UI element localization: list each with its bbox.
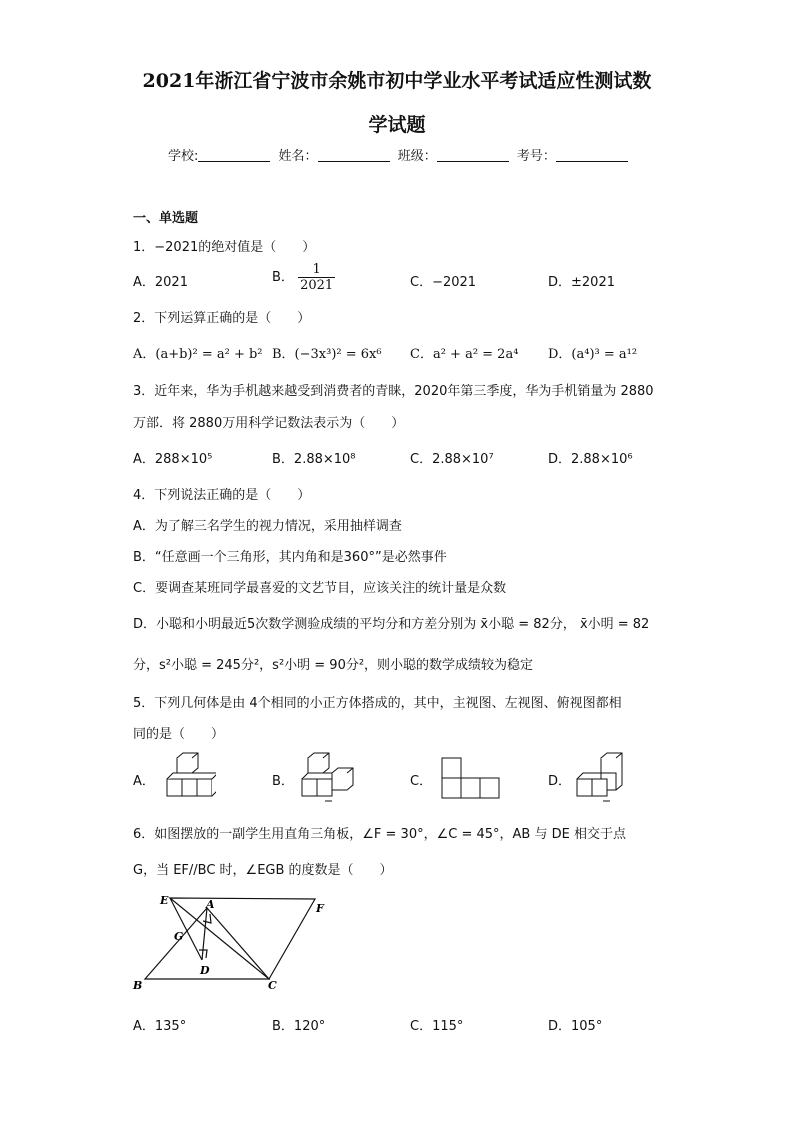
q6-option-c[interactable]: C．115° bbox=[410, 1019, 464, 1034]
q6-option-b[interactable]: B．120° bbox=[272, 1019, 326, 1034]
q2-option-c[interactable]: C．a² + a² = 2a⁴ bbox=[410, 347, 519, 362]
class-label: 班级： bbox=[397, 149, 437, 164]
q3-option-d[interactable]: D．2.88×10⁶ bbox=[548, 452, 633, 467]
triangle-def bbox=[170, 898, 315, 979]
q3-option-c[interactable]: C．2.88×10⁷ bbox=[410, 452, 494, 467]
q5-option-c[interactable]: C． bbox=[410, 774, 433, 789]
q1-option-b-label: B． bbox=[272, 270, 294, 285]
q6-option-a[interactable]: A．135° bbox=[133, 1019, 187, 1034]
q4-option-d-line-1[interactable]: D．小聪和小明最近5次数学测验成绩的平均分和方差分别为 x̄小聪 = 82分， x̄小明 = 82 bbox=[133, 617, 650, 632]
exam-no-blank[interactable] bbox=[556, 148, 628, 162]
title-line-1: 2021年浙江省宁波市余姚市初中学业水平考试适应性测试数 bbox=[142, 70, 652, 92]
q4-stem: 4．下列说法正确的是（ ） bbox=[133, 488, 311, 503]
q5-option-b[interactable]: B． bbox=[272, 774, 294, 789]
q1-fraction-numerator: 1 bbox=[298, 262, 335, 278]
exam-title bbox=[100, 59, 694, 147]
segment-ed bbox=[170, 898, 202, 960]
q5-option-a[interactable]: A． bbox=[133, 774, 155, 789]
q6-stem-line-2: G，当 EF//BC 时，∠EGB 的度数是（ ） bbox=[133, 863, 393, 878]
q5-cubes-b-figure bbox=[300, 752, 354, 804]
q1-fraction-denominator: 2021 bbox=[300, 278, 334, 293]
label-d: D bbox=[200, 964, 210, 977]
q3-stem-line-2: 万部．将 2880万用科学记数法表示为（ ） bbox=[133, 416, 405, 431]
q5-stem-line-2: 同的是（ ） bbox=[133, 727, 225, 742]
q3-option-b[interactable]: B．2.88×10⁸ bbox=[272, 452, 356, 467]
q2-option-d[interactable]: D．(a⁴)³ = a¹² bbox=[548, 347, 638, 362]
q4-option-d-line-2: 分，s²小聪 = 245分²，s²小明 = 90分²，则小聪的数学成绩较为稳定 bbox=[133, 658, 534, 673]
class-blank[interactable] bbox=[437, 148, 509, 162]
label-b: B bbox=[133, 979, 143, 992]
title-line-2: 学试题 bbox=[368, 114, 426, 136]
school-blank[interactable] bbox=[198, 148, 270, 162]
student-info-row bbox=[168, 145, 632, 164]
section-heading: 一、单选题 bbox=[133, 211, 199, 226]
q3-option-a[interactable]: A．288×10⁵ bbox=[133, 452, 213, 467]
label-f: F bbox=[316, 902, 324, 915]
label-c: C bbox=[268, 979, 277, 992]
label-e: E bbox=[160, 894, 169, 907]
q2-option-a[interactable]: A．(a+b)² = a² + b² bbox=[133, 347, 263, 362]
q1-option-d[interactable]: D．±2021 bbox=[548, 275, 615, 290]
exam-no-label: 考号： bbox=[516, 149, 556, 164]
q5-cubes-c-figure bbox=[440, 756, 502, 802]
name-label: 姓名： bbox=[278, 149, 318, 164]
q5-cubes-a-figure bbox=[164, 752, 216, 802]
q1-option-a[interactable]: A．2021 bbox=[133, 275, 188, 290]
label-a: A bbox=[206, 898, 215, 911]
label-g: G bbox=[174, 930, 184, 943]
q5-option-d[interactable]: D． bbox=[548, 774, 572, 789]
q1-option-b[interactable] bbox=[272, 262, 335, 293]
q3-stem-line-1: 3．近年来，华为手机越来越受到消费者的青睐，2020年第三季度，华为手机销量为 2880 bbox=[133, 384, 654, 399]
q1-option-c[interactable]: C．−2021 bbox=[410, 275, 477, 290]
q1-stem: 1．−2021的绝对值是（ ） bbox=[133, 240, 316, 255]
q6-triangle-figure bbox=[130, 892, 340, 994]
q5-cubes-d-figure bbox=[575, 752, 631, 804]
q4-option-c[interactable]: C．要调查某班同学最喜爱的文艺节目，应该关注的统计量是众数 bbox=[133, 581, 507, 596]
q2-stem: 2．下列运算正确的是（ ） bbox=[133, 311, 311, 326]
q6-stem-line-1: 6．如图摆放的一副学生用直角三角板，∠F = 30°，∠C = 45°，AB 与 DE 相交于点 bbox=[133, 827, 626, 842]
q4-option-a[interactable]: A．为了解三名学生的视力情况，采用抽样调查 bbox=[133, 519, 402, 534]
name-blank[interactable] bbox=[318, 148, 390, 162]
q5-stem-line-1: 5．下列几何体是由 4个相同的小正方体搭成的，其中，主视图、左视图、俯视图都相 bbox=[133, 696, 622, 711]
q6-option-d[interactable]: D．105° bbox=[548, 1019, 603, 1034]
school-label: 学校: bbox=[168, 149, 199, 164]
q2-option-b[interactable]: B．(−3x³)² = 6x⁶ bbox=[272, 347, 382, 362]
q4-option-b[interactable]: B．“任意画一个三角形，其内角和是360°”是必然事件 bbox=[133, 550, 447, 565]
q1-fraction bbox=[298, 262, 335, 293]
